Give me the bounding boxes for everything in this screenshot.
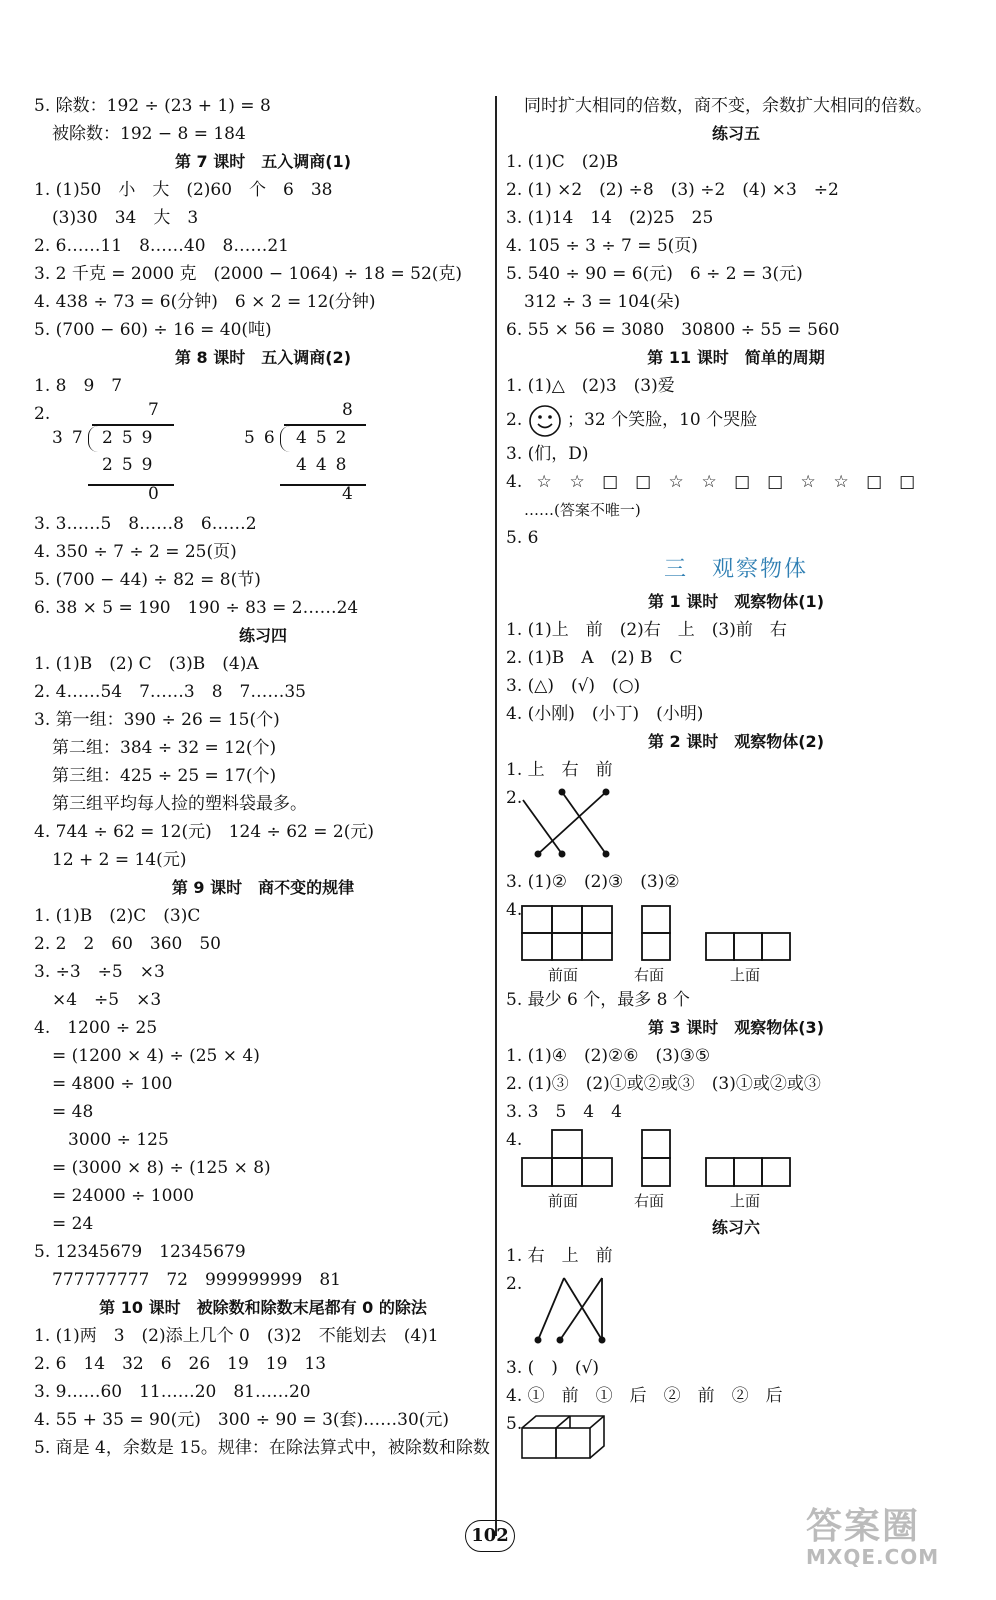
views-figure-1 (506, 896, 966, 986)
text-line: 2. 4……54 7……3 8 7……35 (34, 682, 306, 702)
text-line: = 4800 ÷ 100 (52, 1074, 173, 1094)
text-line: = (3000 × 8) ÷ (125 × 8) (52, 1158, 271, 1178)
section-heading: 第 9 课时 商不变的规律 (171, 878, 355, 897)
right-view-label: 右面 (634, 966, 665, 984)
text-line: 第三组：425 ÷ 25 = 17(个) (52, 766, 277, 786)
section-heading: 第 2 课时 观察物体(2) (647, 732, 825, 751)
text-line: 1. 上 右 前 (506, 760, 613, 780)
front-view-label: 前面 (548, 1192, 579, 1210)
square-icon: □ (602, 472, 619, 492)
top-view-label: 上面 (730, 1192, 761, 1210)
pattern-line (506, 468, 966, 496)
cube-stack-diagram (518, 1410, 628, 1466)
text-line: ……(答案不唯一) (524, 501, 641, 519)
section-heading: 练习六 (711, 1218, 760, 1237)
text-line: 2. 2 2 60 360 50 (34, 934, 221, 954)
cube-figure (506, 1410, 966, 1470)
watermark-line-1: 答案圈 (806, 1506, 921, 1547)
text-line: 1. (1)B (2)C (3)C (34, 906, 201, 926)
top-view-label: 上面 (730, 966, 761, 984)
text-line: 4. 1200 ÷ 25 (34, 1018, 158, 1038)
text-line: ×4 ÷5 ×3 (52, 990, 162, 1010)
matching-lines-diagram (520, 784, 640, 868)
dividend: 452 (296, 428, 356, 448)
dividend: 259 (102, 428, 162, 448)
division-bar (92, 424, 174, 426)
text-line: 5. (700 − 60) ÷ 16 = 40(吨) (34, 320, 272, 340)
square-icon: □ (866, 472, 883, 492)
text-line: 4. 55 + 35 = 90(元) 300 ÷ 90 = 3(套)……30(元) (34, 1410, 450, 1430)
item-number: 4. (506, 1130, 523, 1150)
section-heading: 第 11 课时 简单的周期 (647, 348, 825, 367)
text-line: 1. (1)B (2) C (3)B (4)A (34, 654, 259, 674)
text-line: 同时扩大相同的倍数，商不变，余数扩大相同的倍数。 (524, 96, 932, 116)
square-icon: □ (767, 472, 784, 492)
text-line: 4. (小刚) (小丁) (小明) (506, 704, 704, 724)
quotient: 8 (342, 400, 362, 420)
text-line: 1. 8 9 7 (34, 376, 123, 396)
text-line: 1. 右 上 前 (506, 1246, 613, 1266)
text-line: 2. (1)③ (2)①或②或③ (3)①或②或③ (506, 1074, 821, 1094)
section-heading: 第 8 课时 五入调商(2) (174, 348, 352, 367)
text-line: = 24 (52, 1214, 94, 1234)
star-icon: ☆ (833, 472, 849, 492)
text-line: 3000 ÷ 125 (68, 1130, 169, 1150)
right-column (506, 92, 966, 1470)
square-icon: □ (734, 472, 751, 492)
item-number: 2. (506, 1274, 523, 1294)
item-number: 2. (506, 410, 523, 430)
section-heading: 第 7 课时 五入调商(1) (174, 152, 352, 171)
text-line: 3. 2 千克 = 2000 克 (2000 − 1064) ÷ 18 = 52(克) (34, 264, 463, 284)
division-bracket (88, 426, 103, 452)
text-line: = 48 (52, 1102, 94, 1122)
text-span: ；32 个笑脸，10 个哭脸 (567, 410, 758, 430)
text-line: 4. 744 ÷ 62 = 12(元) 124 ÷ 62 = 2(元) (34, 822, 374, 842)
three-views-diagram (520, 904, 820, 970)
text-line: 777777777 72 999999999 81 (52, 1270, 341, 1290)
section-heading: 第 10 课时 被除数和除数末尾都有 0 的除法 (99, 1298, 427, 1317)
remainder: 4 (342, 484, 362, 504)
long-division-2 (244, 400, 404, 510)
star-icon: ☆ (569, 472, 585, 492)
text-line: 5. 商是 4，余数是 15。规律：在除法算式中，被除数和除数 (34, 1438, 490, 1458)
text-line: 5. 12345679 12345679 (34, 1242, 246, 1262)
text-line: 312 ÷ 3 = 104(朵) (524, 292, 681, 312)
text-line: 2. 6……11 8……40 8……21 (34, 236, 289, 256)
quotient: 7 (148, 400, 168, 420)
three-views-diagram (520, 1128, 820, 1192)
text-line: 被除数：192 − 8 = 184 (52, 124, 246, 144)
text-line: 5. 除数：192 ÷ (23 + 1) = 8 (34, 96, 271, 116)
division-bracket (280, 426, 295, 452)
text-line: 6. 55 × 56 = 3080 30800 ÷ 55 = 560 (506, 320, 840, 340)
text-line: 第三组平均每人捡的塑料袋最多。 (52, 794, 307, 814)
product: 259 (102, 455, 162, 475)
watermark (806, 1498, 956, 1568)
text-line: 5. 6 (506, 528, 539, 548)
text-line: 3. (△) (√) (○) (506, 676, 641, 696)
item-number: 4. (506, 900, 523, 920)
text-line: 3. ÷3 ÷5 ×3 (34, 962, 165, 982)
text-line: 3. (1)14 14 (2)25 25 (506, 208, 714, 228)
left-column (34, 92, 492, 1462)
division-bar (284, 424, 366, 426)
text-line: 4. ① 前 ① 后 ② 前 ② 后 (506, 1386, 783, 1406)
item-number: 4. (506, 472, 523, 492)
text-line: 12 + 2 = 14(元) (52, 850, 187, 870)
text-line: 4. 105 ÷ 3 ÷ 7 = 5(页) (506, 236, 698, 256)
text-line: (3)30 34 大 3 (52, 208, 199, 228)
text-line: 3. 3 5 4 4 (506, 1102, 622, 1122)
text-line: 5. 540 ÷ 90 = 6(元) 6 ÷ 2 = 3(元) (506, 264, 803, 284)
views-figure-2 (506, 1126, 966, 1214)
smiley-face-icon (528, 404, 562, 438)
text-line: 6. 38 × 5 = 190 190 ÷ 83 = 2……24 (34, 598, 359, 618)
section-heading: 第 1 课时 观察物体(1) (647, 592, 825, 611)
star-icon: ☆ (536, 472, 552, 492)
shape-pattern (528, 472, 924, 492)
item-number: 5. (506, 1414, 523, 1434)
text-line: 3. (1)② (2)③ (3)② (506, 872, 680, 892)
text-line: = 24000 ÷ 1000 (52, 1186, 195, 1206)
text-line: = (1200 × 4) ÷ (25 × 4) (52, 1046, 260, 1066)
chapter-heading: 三 观察物体 (663, 557, 808, 582)
text-line: 2. 6 14 32 6 26 19 19 13 (34, 1354, 327, 1374)
section-heading: 第 3 课时 观察物体(3) (647, 1018, 825, 1037)
star-icon: ☆ (701, 472, 717, 492)
text-line: 1. (1)50 小 大 (2)60 个 6 38 (34, 180, 333, 200)
square-icon: □ (899, 472, 916, 492)
right-view-label: 右面 (634, 1192, 665, 1210)
remainder: 0 (148, 484, 168, 504)
text-line: 3. (们，D) (506, 444, 589, 464)
text-line: 1. (1)△ (2)3 (3)爱 (506, 376, 675, 396)
star-icon: ☆ (668, 472, 684, 492)
text-line: 1. (1)上 前 (2)右 上 (3)前 右 (506, 620, 787, 640)
text-line: 第二组：384 ÷ 32 = 12(个) (52, 738, 277, 758)
text-line (506, 400, 966, 440)
divisor: 56 (244, 428, 284, 448)
page-number: 102 (465, 1520, 515, 1552)
matching-figure-1 (506, 784, 966, 868)
star-icon: ☆ (800, 472, 816, 492)
section-heading: 练习四 (238, 626, 287, 645)
text-line: 4. 438 ÷ 73 = 6(分钟) 6 × 2 = 12(分钟) (34, 292, 376, 312)
text-line: 1. (1)两 3 (2)添上几个 0 (3)2 不能划去 (4)1 (34, 1326, 439, 1346)
text-line: 5. 最少 6 个，最多 8 个 (506, 990, 690, 1010)
section-heading: 练习五 (711, 124, 760, 143)
text-line: 3. 第一组：390 ÷ 26 = 15(个) (34, 710, 280, 730)
text-line: 4. 350 ÷ 7 ÷ 2 = 25(页) (34, 542, 237, 562)
text-line: 2. (1) ×2 (2) ÷8 (3) ÷2 (4) ×3 ÷2 (506, 180, 839, 200)
text-line: 1. (1)④ (2)②⑥ (3)③⑤ (506, 1046, 711, 1066)
watermark-line-2: MXQE.COM (806, 1545, 940, 1569)
text-line: 1. (1)C (2)B (506, 152, 619, 172)
long-division-block (34, 400, 492, 510)
text-line: 3. 3……5 8……8 6……2 (34, 514, 257, 534)
item-number: 2. (506, 788, 523, 808)
square-icon: □ (635, 472, 652, 492)
divisor: 37 (52, 428, 92, 448)
matching-lines-diagram (520, 1270, 640, 1354)
text-line: 3. ( ) (√) (506, 1358, 599, 1378)
long-division-1 (52, 400, 212, 510)
matching-figure-2 (506, 1270, 966, 1354)
text-line: 2. (1)B A (2) B C (506, 648, 683, 668)
text-line: 3. 9……60 11……20 81……20 (34, 1382, 311, 1402)
front-view-label: 前面 (548, 966, 579, 984)
text-line: 2. (34, 404, 51, 424)
text-line: 5. (700 − 44) ÷ 82 = 8(节) (34, 570, 261, 590)
product: 448 (296, 455, 356, 475)
column-divider (495, 96, 497, 1536)
